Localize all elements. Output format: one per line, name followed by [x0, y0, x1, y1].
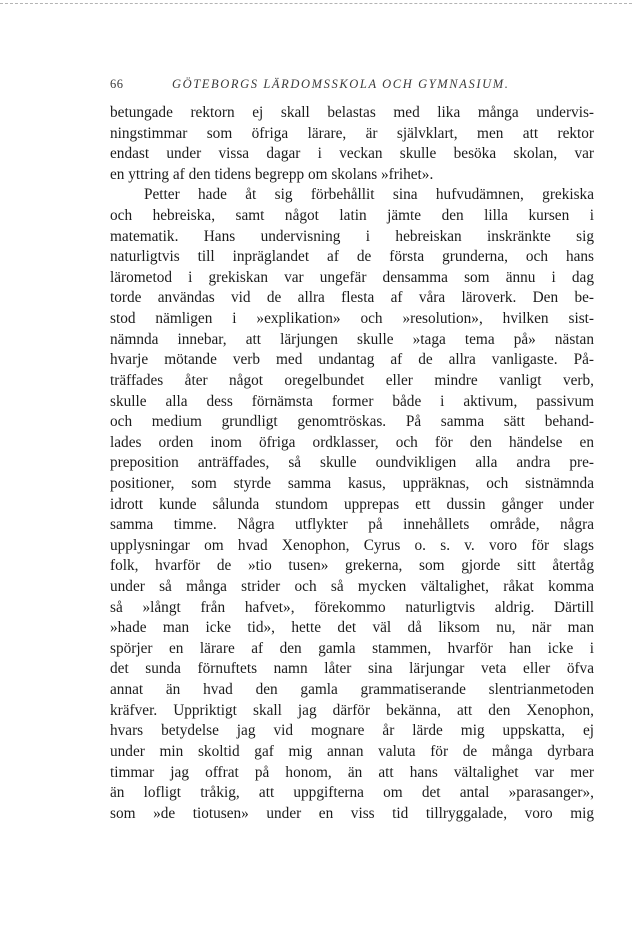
text-line: ningstimmar som öfriga lärare, är självklart, men att rektor	[110, 124, 594, 142]
text-line: Petter hade åt sig förbehållit sina hufvudämnen, grekiska	[144, 186, 594, 204]
text-line: hvarje mötande verb med undantag af de allra vanligaste. På-	[110, 351, 594, 369]
text-line: så »långt från hafvet», förekommo naturligtvis aldrig. Därtill	[110, 598, 594, 616]
text-line: preposition anträffades, så skulle oundvikligen alla andra pre-	[110, 454, 594, 472]
text-line: kräfver. Uppriktigt skall jag därför bekänna, att den Xenophon,	[110, 701, 594, 719]
text-line: och medium grundligt genomtröskas. På samma sätt behand-	[110, 413, 594, 431]
text-line: timmar jag offrat på honom, än att hans vältalighet var mer	[110, 763, 594, 781]
text-line: »hade man icke tid», hette det väl då liksom nu, när man	[110, 619, 594, 637]
text-line: träffades åter något oregelbundet eller mindre vanligt verb,	[110, 371, 594, 389]
page-number: 66	[110, 77, 124, 91]
text-line: skulle alla dess förnämsta former både i aktivum, passivum	[110, 392, 594, 410]
text-line: lärometod i grekiskan var ungefär densamma som ännu i dag	[110, 268, 594, 286]
text-line: idrott kunde sålunda stundom upprepas ett dussin gånger under	[110, 495, 594, 513]
text-line: torde användas vid de allra flesta af våra läroverk. Den be-	[110, 289, 594, 307]
text-line: hvars betydelse jag vid mognare år lärde mig uppskatta, ej	[110, 722, 594, 740]
text-line: nämnda innebar, att lärjungen skulle »taga tema på» nästan	[110, 330, 594, 348]
text-line: lades orden inom öfriga ordklasser, och för den händelse en	[110, 433, 594, 451]
text-line: naturligtvis till inpräglandet af de första grunderna, och hans	[110, 248, 594, 266]
top-edge-rule	[0, 3, 632, 4]
running-title: GÖTEBORGS LÄRDOMSSKOLA OCH GYMNASIUM.	[172, 77, 510, 91]
text-line: stod nämligen i »explikation» och »resolution», hvilken sist-	[110, 310, 594, 328]
text-line: som »de tiotusen» under en viss tid tillryggalade, voro mig	[110, 804, 594, 822]
text-line: än lofligt tråkig, att uppgifterna om det antal »parasanger»,	[110, 784, 594, 802]
text-line: det sunda förnuftets namn låter sina lärjungar veta eller öfva	[110, 660, 594, 678]
text-line: spörjer en lärare af den gamla stammen, hvarför han icke i	[110, 639, 594, 657]
text-line: och hebreiska, samt något latin jämte den lilla kursen i	[110, 207, 594, 225]
text-line: betungade rektorn ej skall belastas med lika många undervis-	[110, 104, 594, 121]
text-line: under min skoltid gaf mig annan valuta för de många dyrbara	[110, 742, 594, 760]
body-text	[110, 103, 594, 824]
text-line: under så många strider och så mycken vältalighet, råkat komma	[110, 578, 594, 596]
text-line: en yttring af den tidens begrepp om skolans »frihet».	[110, 165, 434, 183]
page-header	[110, 74, 600, 94]
text-line: samma timme. Några utflykter på innehållets område, några	[110, 516, 594, 534]
text-line: positioner, som styrde samma kasus, uppräknas, och sistnämnda	[110, 474, 594, 492]
text-line: annat än hvad den gamla grammatiserande slentrianmetoden	[110, 681, 594, 699]
text-line: folk, hvarför de »tio tusen» grekerna, som gjorde sitt återtåg	[110, 557, 594, 575]
text-line: upplysningar om hvad Xenophon, Cyrus o. s. v. voro för slags	[110, 536, 594, 554]
text-line: matematik. Hans undervisning i hebreiskan inskränkte sig	[110, 227, 594, 245]
text-line: endast under vissa dagar i veckan skulle besöka skolan, var	[110, 145, 594, 163]
